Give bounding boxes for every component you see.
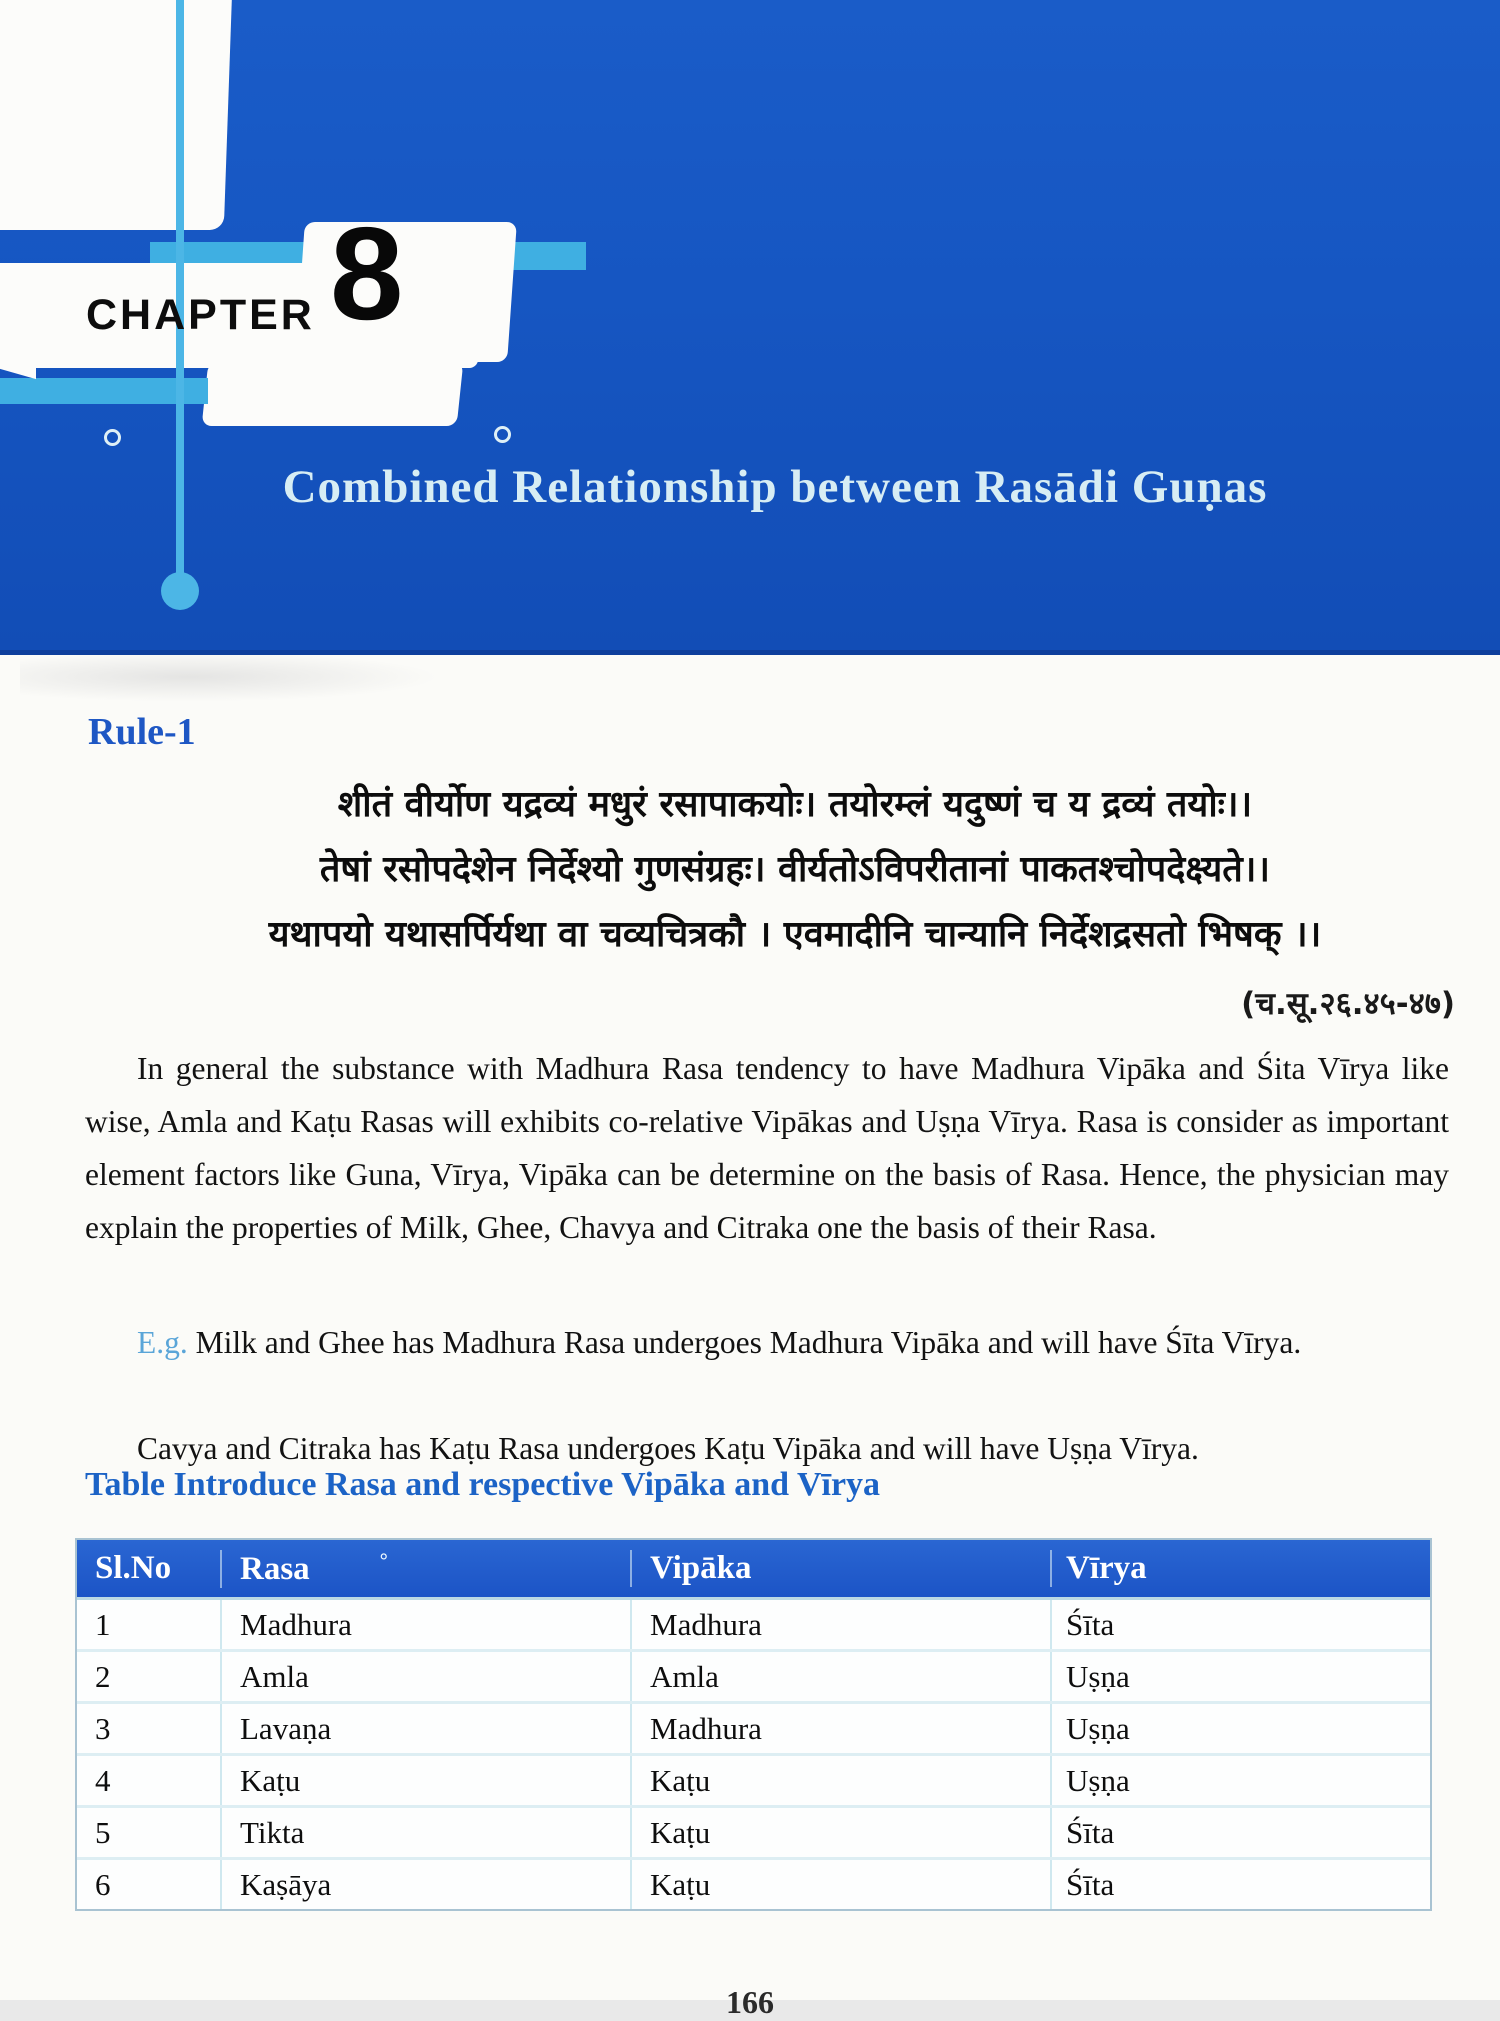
scan-artifact-degree: ° (379, 1549, 388, 1572)
paragraph-example (85, 1316, 1449, 1369)
accent-line-dot (161, 572, 199, 610)
cell-rasa: Amla (220, 1652, 630, 1701)
paragraph-cavya: Cavya and Citraka has Kaṭu Rasa undergoes Kaṭu Vipāka and will have Uṣṇa Vīrya. (137, 1431, 1199, 1466)
artifact-dot (494, 426, 511, 443)
cell-virya: Uṣṇa (1050, 1756, 1430, 1805)
chapter-number: 8 (330, 200, 404, 347)
cell-vipaka: Madhura (630, 1600, 1050, 1649)
chapter-label: CHAPTER (86, 291, 315, 339)
table-row (77, 1860, 1430, 1909)
cell-slno: 5 (95, 1814, 111, 1850)
cell-slno: 4 (95, 1762, 111, 1798)
verse-line-2: तेषां रसोपदेशेन निर्देश्यो गुणसंग्रहः। वीर्यतोऽविपरीतानां पाकतश्चोपदेक्ष्यते।। (319, 849, 1271, 890)
chapter-header (0, 0, 1500, 655)
rasa-table (75, 1538, 1432, 1911)
example-label: E.g. (137, 1325, 188, 1360)
cell-slno: 2 (95, 1658, 111, 1694)
cell-rasa: Kaṣāya (220, 1860, 630, 1909)
table-row (77, 1756, 1430, 1808)
cell-virya: Śīta (1050, 1860, 1430, 1909)
cell-rasa: Madhura (220, 1600, 630, 1649)
header-cell-slno: Sl.No (95, 1550, 172, 1586)
table-row (77, 1808, 1430, 1860)
cell-vipaka: Amla (630, 1652, 1050, 1701)
cell-slno: 3 (95, 1710, 111, 1746)
table-row (77, 1600, 1430, 1652)
table-header-row (77, 1540, 1430, 1600)
cell-virya: Śīta (1050, 1808, 1430, 1857)
cell-rasa: Kaṭu (220, 1756, 630, 1805)
table-row (77, 1704, 1430, 1756)
cell-virya: Śīta (1050, 1600, 1430, 1649)
cell-slno: 6 (95, 1866, 111, 1902)
scan-smudge (20, 652, 440, 702)
cell-vipaka: Kaṭu (630, 1756, 1050, 1805)
cell-vipaka: Kaṭu (630, 1860, 1050, 1909)
cell-virya: Uṣṇa (1050, 1652, 1430, 1701)
cell-slno: 1 (95, 1606, 111, 1642)
badge-lower-slab (202, 362, 464, 426)
cell-vipaka: Kaṭu (630, 1808, 1050, 1857)
cell-virya: Uṣṇa (1050, 1704, 1430, 1753)
table-row (77, 1652, 1430, 1704)
paragraph-general: In general the substance with Madhura Rasa tendency to have Madhura Vipāka and Śita Vīrya like wise, Amla and Kaṭu Rasas will exhibits co-relative Vipākas and Uṣṇa Vīrya. Rasa is consider as important element factors like Guna, Vīrya, Vipāka can be determine on the basis of Rasa. Hence, the physician may explain the properties of Milk, Ghee, Chavya and Citraka one the basis of their Rasa. (85, 1051, 1449, 1245)
sanskrit-verse (150, 772, 1440, 967)
page-title: Combined Relationship between Rasādi Guṇas (282, 461, 1268, 513)
verse-citation: (च.सू.२६.४५-४७) (1241, 986, 1455, 1022)
rule-heading: Rule-1 (88, 711, 196, 753)
chapter-number-slab (295, 222, 517, 362)
header-cell-vipaka: Vipāka (630, 1550, 1050, 1587)
example-text: Milk and Ghee has Madhura Rasa undergoes Madhura Vipāka and will have Śīta Vīrya. (187, 1325, 1302, 1360)
verse-line-3: यथापयो यथासर्पिर्यथा वा चव्यचित्रकौ । एवमादीनि चान्यानि निर्देशद्रसतो भिषक् ।। (268, 914, 1322, 955)
cell-rasa: Tikta (220, 1808, 630, 1857)
header-cell-rasa: Rasa ° (220, 1550, 630, 1588)
cell-rasa: Lavaṇa (220, 1704, 630, 1753)
header-cell-virya: Vīrya (1050, 1550, 1430, 1587)
header-tab-shape (0, 0, 232, 230)
page-number: 166 (726, 1984, 774, 2020)
cell-vipaka: Madhura (630, 1704, 1050, 1753)
artifact-dot (104, 429, 121, 446)
table-caption: Table Introduce Rasa and respective Vipāka and Vīrya (85, 1466, 881, 1503)
verse-line-1: शीतं वीर्योण यद्रव्यं मधुरं रसापाकयोः। तयोरम्लं यदुष्णं च य द्रव्यं तयोः।। (337, 784, 1253, 825)
